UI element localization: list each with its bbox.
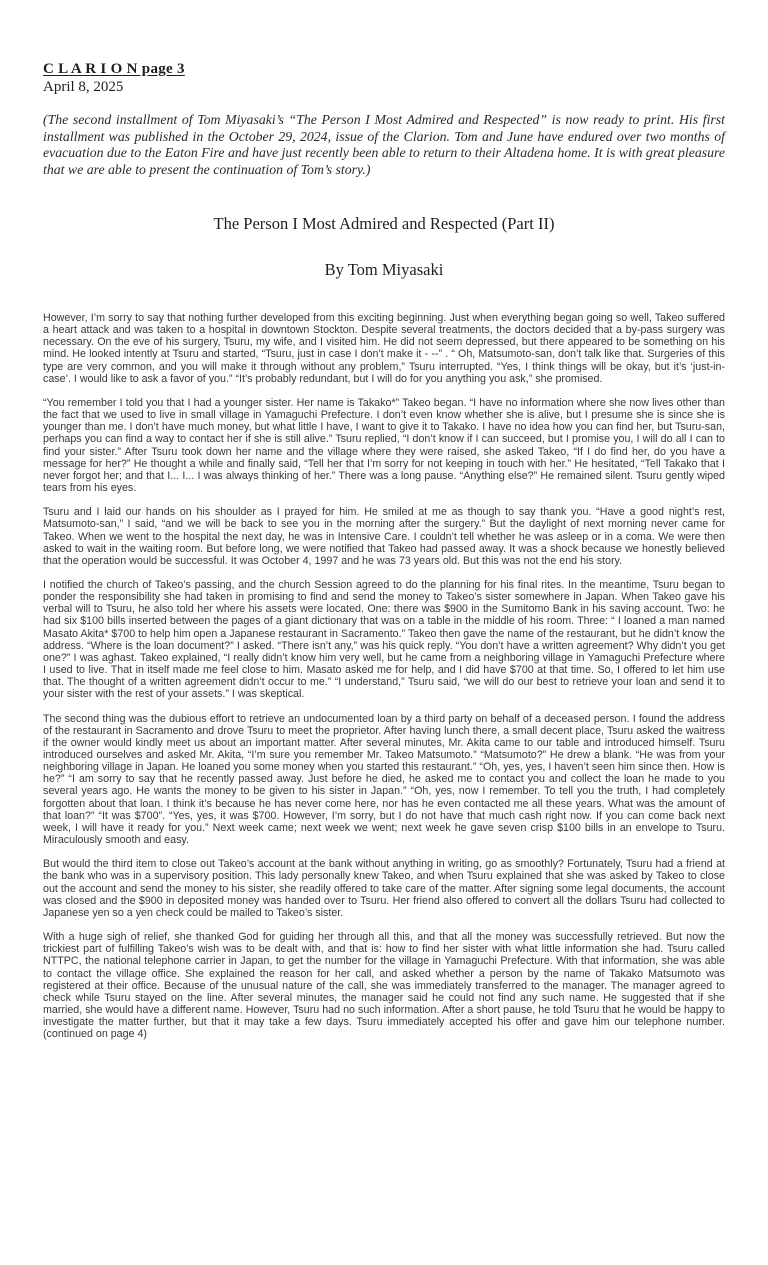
article-paragraph: However, I’m sorry to say that nothing further developed from this exciting beginning. Just when everything began going so well, Takeo suffered a heart attack and was taken to a hospital in downtown Stockton. Despite several treatments, the doctors decided that a by-pass surgery was necessary. On the eve of his surgery, Tsuru, my wife, and I visited him. He did not seem depressed, but there appeared to be something on his mind. He looked intently at Tsuru and started, “Tsuru, just in case I don’t make it - --” . “ Oh, Matsumoto-san, don’t talk like that. Surgeries of this type are very common, and you will make it through without any problem,” Tsuru interrupted. “Yes, I think things will be okay, but it’s ‘just-in-case’. I would like to ask a favor of you.” “It’s probably redundant, but I will do for you anything you ask,” she promised. <box>43 312 725 385</box>
masthead: C L A R I O N page 3 <box>43 61 185 77</box>
issue-date: April 8, 2025 <box>43 79 124 95</box>
article-title: The Person I Most Admired and Respected (Part II) <box>213 214 555 233</box>
article-paragraph: The second thing was the dubious effort to retrieve an undocumented loan by a third party on behalf of a deceased person. I found the address of the restaurant in Sacramento and drove Tsuru to meet the proprietor. After having lunch there, a small decent place, Tsuru asked the waitress if the owner would kindly meet us about an important matter. After several minutes, Mr. Akita came to our table and introduced himself. Tsuru introduced ourselves and asked Mr. Akita, “I’m sure you remember Mr. Takeo Matsumoto.” “Matsumoto?” He drew a blank. “He was from your neighboring village in Japan. He loaned you some money when you started this restaurant.” “Oh, yes, yes, I haven’t seen him since then. How is he?” “I am sorry to say that he recently passed away. Just before he died, he asked me to contact you and collect the loan he made to you several years ago. He wants the money to be given to his sister in Japan.” “Oh, yes, now I remember. To tell you the truth, I had completely forgotten about that loan. I think it’s because he has never come here, nor has he even contacted me all these years. What was the amount of that loan?” “It was $700”. “Yes, yes, it was $700. However, I’m sorry, but I do not have that much cash right now. If you can come back next week, I will have it ready for you.” Next week came; next week we went; next week he gave seven crisp $100 bills in an envelope to Tsuru. Miraculously smooth and easy. <box>43 712 725 847</box>
article-byline: By Tom Miyasaki <box>324 260 444 279</box>
article-body <box>43 312 725 1040</box>
article-paragraph: With a huge sigh of relief, she thanked God for guiding her through all this, and that all the money was successfully retrieved. But now the trickiest part of fulfilling Takeo’s wish was to be dealt with, and that is: how to find her sister with what little information she had. Tsuru called NTTPC, the national telephone carrier in Japan, to get the number for the village in Yamaguchi Prefecture. With that information, she was able to contact the village office. She explained the reason for her call, and asked whether a person by the name of Takako Matsumoto was registered at their office. Because of the unusual nature of the call, she was immediately transferred to the manager. The manager agreed to check while Tsuru stayed on the line. After several minutes, the manager said he could not find any such name. He suggested that if she married, she would have a different name. However, Tsuru had no such information. After a short pause, he told Tsuru that he would be happy to investigate the matter further, but that it may take a few days. Tsuru immediately accepted his offer and gave him our telephone number. (continued on page 4) <box>43 931 725 1041</box>
article-paragraph: “You remember I told you that I had a younger sister. Her name is Takako*” Takeo began. “I have no information where she now lives other than the fact that we used to live in small village in Yamaguchi Prefecture. I don’t even know whether she is alive, but I presume she is since she is younger than me. I don’t have much money, but what little I have, I want to give it to Takako. I have no idea how you can find her, but Tsuru-san, perhaps you can find a way to contact her if she is still alive.” Tsuru replied, “I don’t know if I can succeed, but I promise you, I will do all I can to find your sister.” After Tsuru took down her name and the village where they were raised, she asked Takeo, “If I do find her, do you have a message for her?” He thought a while and finally said, “Tell her that I’m sorry for not keeping in touch with her.” He hesitated, “Tell Takako that I never forgot her; and that I... I... I was always thinking of her.” There was a long pause. “Anything else?” He remained silent. Tsuru gently wiped tears from his eyes. <box>43 396 725 495</box>
article-paragraph: Tsuru and I laid our hands on his shoulder as I prayed for him. He smiled at me as though to say thank you. “Have a good night’s rest, Matsumoto-san,” I said, “and we will be back to see you in the morning after the surgery.” But the daylight of next morning never came for Takeo. When we went to the hospital the next day, he was in Intensive Care. I couldn’t tell whether he was asleep or in a coma. We were then asked to wait in the waiting room. But before long, we were notified that Takeo had passed away. It was a shock because we honestly believed that the operation would be successful. It was October 4, 1997 and he was 73 years old. But this was not the end his story. <box>43 506 725 567</box>
article-paragraph: I notified the church of Takeo’s passing, and the church Session agreed to do the planning for his final rites. In the meantime, Tsuru began to ponder the responsibility she had taken in promising to find and send the money to Takeo’s sister somewhere in Japan. When Takeo gave his verbal will to Tsuru, he also told her where his assets were located. One: there was $900 in the Sumitomo Bank in his saving account. Two: he had six $100 bills inserted between the pages of a giant dictionary that was on a table in the middle of his room. Three: “ I loaned a man named Masato Akita* $700 to help him open a Japanese restaurant in Sacramento.” Takeo then gave the name of the restaurant, but he didn’t know the address. “Where is the loan document?” I asked. “There isn’t any,” was his quick reply. “You don’t have a written agreement? Why didn’t you get one?” I was aghast. Takeo explained, “I really didn’t know him very well, but he came from a neighboring village in Yamaguchi Prefecture where I used to live. That in itself made me feel close to him. Masato asked me for help, and I did have $700 at that time. So, I offered to let him use that. The thought of a written agreement didn’t occur to me.” “I understand,” Tsuru said, “we will do our best to retrieve your loan and send it to your sister with the rest of your assets.” I was skeptical. <box>43 578 725 701</box>
editor-note: (The second installment of Tom Miyasaki’s “The Person I Most Admired and Respected” is now ready to print. His first installment was published in the October 29, 2024, issue of the Clarion. Tom and June have endured over two months of evacuation due to the Eaton Fire and have just recently been able to return to their Altadena home. It is with great pleasure that we are able to present the continuation of Tom’s story.) <box>43 112 725 177</box>
article-paragraph: But would the third item to close out Takeo’s account at the bank without anything in writing, go as smoothly? Fortunately, Tsuru had a friend at the bank who was in a supervisory position. This lady personally knew Takeo, and when Tsuru explained that she was asked by Takeo to close out the account and send the money to his sister, she readily offered to take care of the matter. After signing some legal documents, the account was closed and the $900 in deposited money was handed over to Tsuru. Her friend also offered to convert all the dollars Tsuru had collected to Japanese yen so a yen check could be mailed to Takeo’s sister. <box>43 858 725 919</box>
